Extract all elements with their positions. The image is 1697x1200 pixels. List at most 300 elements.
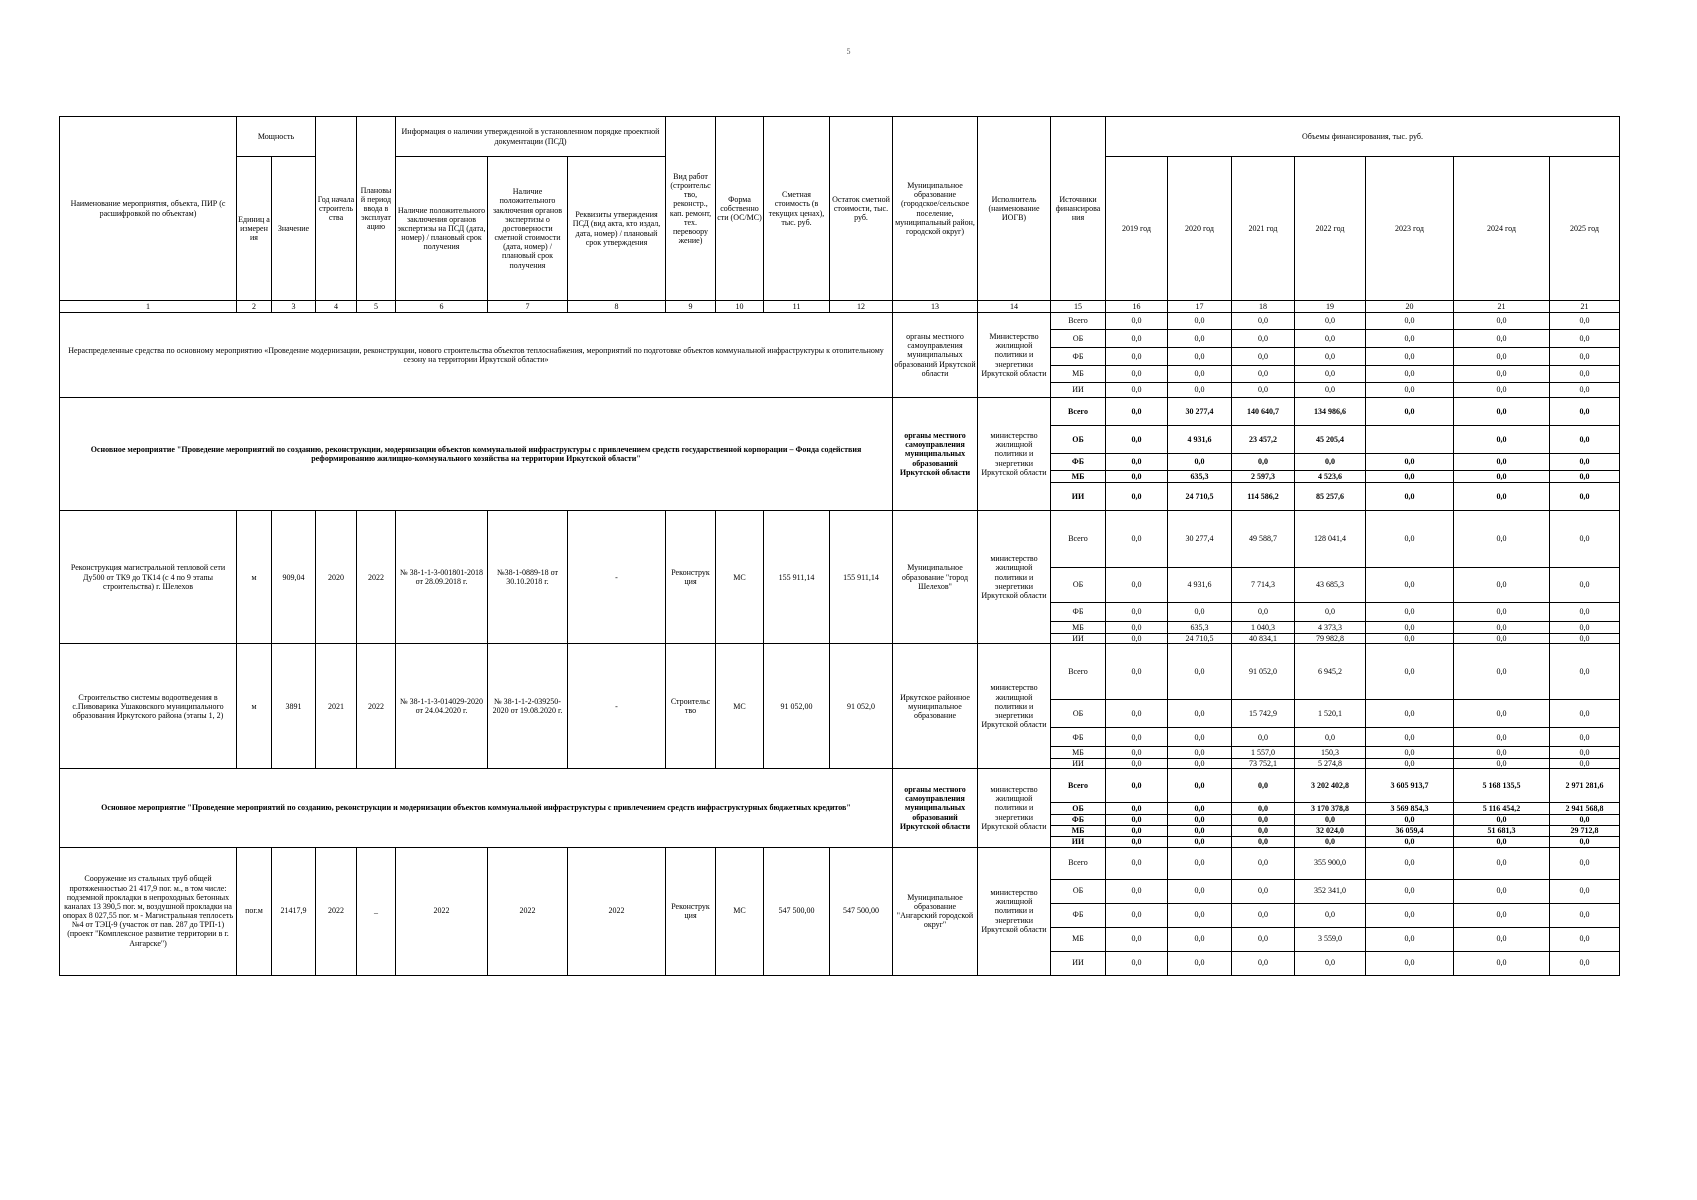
object-start-year: 2022	[316, 847, 357, 975]
funding-value: 4 373,3	[1295, 622, 1366, 634]
funding-value: 0,0	[1106, 769, 1168, 803]
object-psd-estimate: №38-1-0889-18 от 30.10.2018 г.	[488, 511, 568, 644]
funding-value: 0,0	[1366, 398, 1454, 426]
column-number-row	[60, 301, 1620, 313]
header-value: Значение	[272, 157, 316, 301]
funding-value: 2 597,3	[1232, 471, 1295, 483]
funding-value: 0,0	[1454, 634, 1550, 644]
data-row	[60, 398, 1620, 426]
funding-value: 0,0	[1366, 568, 1454, 603]
header-executor: Исполнитель (наименование ИОГВ)	[978, 117, 1051, 301]
funding-source: МБ	[1051, 622, 1106, 634]
funding-value: 0,0	[1366, 903, 1454, 927]
object-work-type: Реконструк ция	[666, 511, 716, 644]
funding-value: 128 041,4	[1295, 511, 1366, 568]
funding-value: 0,0	[1168, 825, 1232, 836]
funding-value: 0,0	[1550, 927, 1620, 951]
funding-value: 79 982,8	[1295, 634, 1366, 644]
funding-value: 0,0	[1168, 330, 1232, 348]
funding-value: 0,0	[1366, 511, 1454, 568]
funding-value: 3 202 402,8	[1295, 769, 1366, 803]
object-unit: м	[237, 511, 272, 644]
funding-value: 0,0	[1366, 366, 1454, 383]
funding-value: 355 900,0	[1295, 847, 1366, 879]
object-start-year: 2021	[316, 644, 357, 769]
object-value: 21417,9	[272, 847, 316, 975]
funding-source: ИИ	[1051, 483, 1106, 511]
funding-value: 0,0	[1454, 426, 1550, 454]
object-psd-approval: -	[568, 644, 666, 769]
funding-value: 0,0	[1295, 836, 1366, 847]
funding-value: 0,0	[1168, 927, 1232, 951]
funding-source: Всего	[1051, 769, 1106, 803]
funding-value: 0,0	[1295, 348, 1366, 366]
funding-value: 0,0	[1295, 454, 1366, 471]
funding-value: 7 714,3	[1232, 568, 1295, 603]
funding-value: 0,0	[1232, 603, 1295, 622]
object-start-year: 2020	[316, 511, 357, 644]
data-row	[60, 644, 1620, 700]
header-year: 2019 год	[1106, 157, 1168, 301]
funding-value: 0,0	[1168, 383, 1232, 398]
funding-value: 0,0	[1454, 454, 1550, 471]
funding-value: 0,0	[1295, 728, 1366, 747]
funding-value: 0,0	[1454, 471, 1550, 483]
column-number: 3	[272, 301, 316, 313]
funding-value: 0,0	[1232, 951, 1295, 975]
object-work-type: Строительс тво	[666, 644, 716, 769]
funding-source: ФБ	[1051, 603, 1106, 622]
header-name: Наименование мероприятия, объекта, ПИР (с расшифровкой по объектам)	[60, 117, 237, 301]
funding-value: 134 986,6	[1295, 398, 1366, 426]
funding-value: 0,0	[1366, 815, 1454, 825]
funding-source: ОБ	[1051, 700, 1106, 728]
column-number: 6	[396, 301, 488, 313]
funding-value: 0,0	[1168, 769, 1232, 803]
funding-value: 0,0	[1106, 825, 1168, 836]
funding-value: 0,0	[1106, 759, 1168, 769]
funding-value: 0,0	[1454, 836, 1550, 847]
column-number: 5	[357, 301, 396, 313]
funding-value: 51 681,3	[1454, 825, 1550, 836]
funding-value: 0,0	[1232, 348, 1295, 366]
object-planned-period: _	[357, 847, 396, 975]
object-psd-positive: № 38-1-1-3-014029-2020 от 24.04.2020 г.	[396, 644, 488, 769]
funding-value: 0,0	[1295, 603, 1366, 622]
funding-value: 5 168 135,5	[1454, 769, 1550, 803]
funding-value: 0,0	[1550, 747, 1620, 759]
funding-value: 140 640,7	[1232, 398, 1295, 426]
funding-value: 0,0	[1366, 927, 1454, 951]
funding-value: 0,0	[1550, 847, 1620, 879]
funding-value: 0,0	[1550, 330, 1620, 348]
data-row	[60, 847, 1620, 879]
header-row-1	[60, 117, 1620, 157]
header-year: 2020 год	[1168, 157, 1232, 301]
column-number: 7	[488, 301, 568, 313]
funding-value: 0,0	[1550, 951, 1620, 975]
object-psd-approval: 2022	[568, 847, 666, 975]
executor: министерство жилищной политики и энергетики Иркутской области	[978, 769, 1051, 847]
funding-value: 0,0	[1550, 728, 1620, 747]
object-remaining-cost: 91 052,0	[830, 644, 893, 769]
funding-value: 0,0	[1550, 348, 1620, 366]
funding-source: ФБ	[1051, 728, 1106, 747]
column-number: 4	[316, 301, 357, 313]
funding-value: 0,0	[1295, 951, 1366, 975]
funding-value: 0,0	[1232, 847, 1295, 879]
section-title: Основное мероприятие "Проведение мероприятий по созданию, реконструкции и модернизации объектов коммунальной инфраструктуры с привлечением средств инфраструктурных бюджетных кредитов"	[60, 769, 893, 847]
funding-source: ИИ	[1051, 383, 1106, 398]
funding-value: 4 931,6	[1168, 568, 1232, 603]
funding-value: 0,0	[1454, 644, 1550, 700]
funding-value: 0,0	[1366, 728, 1454, 747]
object-planned-period: 2022	[357, 511, 396, 644]
funding-value: 24 710,5	[1168, 483, 1232, 511]
object-psd-positive: 2022	[396, 847, 488, 975]
funding-source: МБ	[1051, 747, 1106, 759]
executor: министерство жилищной политики и энергетики Иркутской области	[978, 511, 1051, 644]
funding-value: 3 170 378,8	[1295, 803, 1366, 815]
funding-value: 0,0	[1454, 847, 1550, 879]
data-row	[60, 769, 1620, 803]
funding-value: 0,0	[1106, 622, 1168, 634]
header-psd-approval: Реквизиты утверждения ПСД (вид акта, кто издал, дата, номер) / плановый срок утверждения	[568, 157, 666, 301]
funding-value: 85 257,6	[1295, 483, 1366, 511]
object-work-type: Реконструк ция	[666, 847, 716, 975]
funding-value: 0,0	[1106, 568, 1168, 603]
funding-value: 0,0	[1168, 951, 1232, 975]
header-funding: Объемы финансирования, тыс. руб.	[1106, 117, 1620, 157]
column-number: 18	[1232, 301, 1295, 313]
column-number: 21	[1454, 301, 1550, 313]
object-value: 3891	[272, 644, 316, 769]
funding-value: 23 457,2	[1232, 426, 1295, 454]
municipality: Иркутское районное муниципальное образование	[893, 644, 978, 769]
funding-value: 15 742,9	[1232, 700, 1295, 728]
funding-value: 5 274,8	[1295, 759, 1366, 769]
funding-value: 0,0	[1366, 847, 1454, 879]
funding-value: 0,0	[1106, 836, 1168, 847]
column-number: 17	[1168, 301, 1232, 313]
funding-value: 0,0	[1550, 313, 1620, 330]
funding-value: 0,0	[1454, 951, 1550, 975]
object-ownership: МС	[716, 644, 764, 769]
object-estimate-cost: 155 911,14	[764, 511, 830, 644]
funding-value: 0,0	[1106, 603, 1168, 622]
funding-value: 0,0	[1550, 879, 1620, 903]
funding-source: ИИ	[1051, 759, 1106, 769]
funding-value: 635,3	[1168, 622, 1232, 634]
header-psd-positive: Наличие положительного заключения органов экспертизы на ПСД (дата, номер) / плановый срок получения	[396, 157, 488, 301]
funding-source: ФБ	[1051, 815, 1106, 825]
object-unit: пог.м	[237, 847, 272, 975]
funding-value: 0,0	[1106, 471, 1168, 483]
funding-value: 0,0	[1168, 759, 1232, 769]
section-title: Нераспределенные средства по основному мероприятию «Проведение модернизации, реконструкции, нового строительства объектов теплоснабжения, мероприятий по подготовке объектов коммунальной инфраструктуры к отопительному сезону на территории Иркутской области»	[60, 313, 893, 398]
funding-value: 0,0	[1454, 366, 1550, 383]
header-year: 2022 год	[1295, 157, 1366, 301]
object-remaining-cost: 547 500,00	[830, 847, 893, 975]
funding-value: 0,0	[1550, 383, 1620, 398]
column-number: 13	[893, 301, 978, 313]
funding-value: 0,0	[1232, 927, 1295, 951]
header-unit: Единиц а измерен ия	[237, 157, 272, 301]
header-ownership: Форма собственно сти (ОС/МС)	[716, 117, 764, 301]
object-ownership: МС	[716, 511, 764, 644]
column-number: 14	[978, 301, 1051, 313]
funding-value: 0,0	[1168, 879, 1232, 903]
funding-value: 0,0	[1366, 759, 1454, 769]
funding-value: 5 116 454,2	[1454, 803, 1550, 815]
object-remaining-cost: 155 911,14	[830, 511, 893, 644]
funding-value: 0,0	[1106, 313, 1168, 330]
funding-value: 0,0	[1454, 759, 1550, 769]
funding-value: 36 059,4	[1366, 825, 1454, 836]
funding-value: 1 557,0	[1232, 747, 1295, 759]
column-number: 11	[764, 301, 830, 313]
funding-value: 0,0	[1550, 759, 1620, 769]
funding-value: 0,0	[1366, 879, 1454, 903]
funding-value: 29 712,8	[1550, 825, 1620, 836]
municipality: Муниципальное образование "город Шелехов"	[893, 511, 978, 644]
funding-value: 0,0	[1550, 836, 1620, 847]
funding-value: 0,0	[1366, 383, 1454, 398]
funding-value: 0,0	[1295, 366, 1366, 383]
funding-value: 0,0	[1550, 471, 1620, 483]
object-ownership: МС	[716, 847, 764, 975]
funding-value: 0,0	[1106, 511, 1168, 568]
funding-value: 0,0	[1366, 747, 1454, 759]
funding-value: 0,0	[1168, 366, 1232, 383]
funding-value: 2 941 568,8	[1550, 803, 1620, 815]
funding-value: 30 277,4	[1168, 398, 1232, 426]
funding-source: МБ	[1051, 471, 1106, 483]
object-psd-estimate: 2022	[488, 847, 568, 975]
funding-value: 0,0	[1168, 836, 1232, 847]
column-number: 2	[237, 301, 272, 313]
funding-value: 0,0	[1168, 847, 1232, 879]
funding-value: 0,0	[1232, 330, 1295, 348]
funding-value: 0,0	[1366, 313, 1454, 330]
funding-value: 32 024,0	[1295, 825, 1366, 836]
funding-value: 0,0	[1295, 383, 1366, 398]
funding-value: 0,0	[1366, 644, 1454, 700]
column-number: 9	[666, 301, 716, 313]
funding-value: 0,0	[1106, 426, 1168, 454]
column-number: 15	[1051, 301, 1106, 313]
funding-source: ИИ	[1051, 634, 1106, 644]
funding-value: 0,0	[1550, 568, 1620, 603]
funding-value: 0,0	[1168, 348, 1232, 366]
funding-value: 0,0	[1168, 903, 1232, 927]
funding-value: 0,0	[1106, 700, 1168, 728]
funding-value: 24 710,5	[1168, 634, 1232, 644]
funding-value: 0,0	[1106, 951, 1168, 975]
header-psd-info: Информация о наличии утвержденной в установленном порядке проектной документации (ПСД)	[396, 117, 666, 157]
funding-value: 0,0	[1168, 728, 1232, 747]
funding-value: 0,0	[1232, 903, 1295, 927]
column-number: 19	[1295, 301, 1366, 313]
object-name: Строительство системы водоотведения в с.Пивоварика Ушаковского муниципального образования Иркутского района (этапы 1, 2)	[60, 644, 237, 769]
column-number: 12	[830, 301, 893, 313]
funding-value: 0,0	[1295, 815, 1366, 825]
funding-value: 0,0	[1168, 747, 1232, 759]
funding-value: 0,0	[1366, 483, 1454, 511]
header-psd-estimate: Наличие положительного заключения органов экспертизы о достоверности сметной стоимости (дата, номер) / плановый срок получения	[488, 157, 568, 301]
funding-source: ФБ	[1051, 454, 1106, 471]
funding-value: 0,0	[1106, 815, 1168, 825]
funding-value: 45 205,4	[1295, 426, 1366, 454]
funding-source: Всего	[1051, 398, 1106, 426]
funding-source: ФБ	[1051, 903, 1106, 927]
funding-value: 0,0	[1550, 700, 1620, 728]
funding-value: 0,0	[1454, 383, 1550, 398]
funding-value: 0,0	[1232, 454, 1295, 471]
funding-source: ОБ	[1051, 568, 1106, 603]
funding-source: ИИ	[1051, 836, 1106, 847]
funding-value: 0,0	[1550, 426, 1620, 454]
executor: министерство жилищной политики и энергетики Иркутской области	[978, 847, 1051, 975]
header-year: 2023 год	[1366, 157, 1454, 301]
funding-value: 6 945,2	[1295, 644, 1366, 700]
funding-value: 40 834,1	[1232, 634, 1295, 644]
funding-value: 0,0	[1232, 313, 1295, 330]
funding-source: ОБ	[1051, 330, 1106, 348]
funding-value: 0,0	[1106, 879, 1168, 903]
funding-source: ОБ	[1051, 803, 1106, 815]
funding-value: 0,0	[1550, 511, 1620, 568]
funding-value: 0,0	[1550, 483, 1620, 511]
column-number: 1	[60, 301, 237, 313]
funding-value: 0,0	[1454, 313, 1550, 330]
object-planned-period: 2022	[357, 644, 396, 769]
funding-value: 0,0	[1454, 330, 1550, 348]
funding-value: 0,0	[1454, 603, 1550, 622]
municipality: органы местного самоуправления муниципальных образований Иркутской области	[893, 769, 978, 847]
funding-value: 0,0	[1106, 728, 1168, 747]
funding-value: 0,0	[1106, 644, 1168, 700]
funding-value: 0,0	[1454, 348, 1550, 366]
object-psd-positive: № 38-1-1-3-001801-2018 от 28.09.2018 г.	[396, 511, 488, 644]
executor: министерство жилищной политики и энергетики Иркутской области	[978, 644, 1051, 769]
funding-value: 0,0	[1454, 511, 1550, 568]
funding-value: 0,0	[1454, 622, 1550, 634]
object-value: 909,04	[272, 511, 316, 644]
page-number: 5	[846, 47, 851, 56]
column-number: 10	[716, 301, 764, 313]
column-number: 8	[568, 301, 666, 313]
funding-value: 0,0	[1232, 803, 1295, 815]
object-unit: м	[237, 644, 272, 769]
funding-value: 0,0	[1295, 903, 1366, 927]
funding-value: 91 052,0	[1232, 644, 1295, 700]
funding-value: 0,0	[1454, 879, 1550, 903]
funding-value: 73 752,1	[1232, 759, 1295, 769]
funding-value: 0,0	[1454, 927, 1550, 951]
object-name: Сооружение из стальных труб общей протяженностью 21 417,9 пог. м., в том числе: подземной прокладки в непроходных бетонных каналах 13 390,5 пог. м, воздушной прокладки на опорах 8 027,55 пог. м - Магистральная теплосеть №4 от ТЭЦ-9 (участок от пав. 287 до ТРП-1) (проект "Комплексное развитие территории в г. Ангарске")	[60, 847, 237, 975]
municipality: органы местного самоуправления муниципальных образований Иркутской области	[893, 313, 978, 398]
object-name: Реконструкция магистральной тепловой сети Ду500 от ТК9 до ТК14 (с 4 по 9 этапы строительства) г. Шелехов	[60, 511, 237, 644]
funding-value: 0,0	[1232, 836, 1295, 847]
column-number: 16	[1106, 301, 1168, 313]
funding-value: 0,0	[1106, 454, 1168, 471]
header-estimate-cost: Сметная стоимость (в текущих ценах), тыс. руб.	[764, 117, 830, 301]
funding-value: 4 523,6	[1295, 471, 1366, 483]
section-title: Основное мероприятие "Проведение мероприятий по созданию, реконструкции, модернизации объектов коммунальной инфраструктуры с привлечением средств государственной корпорации – Фонда содействия реформированию жилищно-коммунального хозяйства на территории Иркутской области"	[60, 398, 893, 511]
funding-value: 0,0	[1106, 803, 1168, 815]
funding-value: 0,0	[1106, 903, 1168, 927]
funding-value: 352 341,0	[1295, 879, 1366, 903]
funding-value: 114 586,2	[1232, 483, 1295, 511]
funding-value: 0,0	[1550, 903, 1620, 927]
funding-value: 1 040,3	[1232, 622, 1295, 634]
funding-source: МБ	[1051, 825, 1106, 836]
funding-value: 0,0	[1550, 454, 1620, 471]
funding-source: Всего	[1051, 847, 1106, 879]
funding-value: 0,0	[1550, 644, 1620, 700]
funding-value: 0,0	[1168, 815, 1232, 825]
funding-value: 0,0	[1366, 330, 1454, 348]
funding-value: 0,0	[1454, 903, 1550, 927]
funding-value: 0,0	[1106, 383, 1168, 398]
funding-value: 0,0	[1454, 747, 1550, 759]
data-row	[60, 511, 1620, 568]
funding-value: 0,0	[1232, 879, 1295, 903]
header-sources: Источники финансирова ния	[1051, 117, 1106, 301]
object-psd-approval: -	[568, 511, 666, 644]
funding-value: 0,0	[1106, 927, 1168, 951]
funding-value: 0,0	[1366, 622, 1454, 634]
funding-value: 3 569 854,3	[1366, 803, 1454, 815]
funding-value: 0,0	[1232, 366, 1295, 383]
funding-value: 0,0	[1454, 728, 1550, 747]
funding-source: Всего	[1051, 313, 1106, 330]
funding-source: ИИ	[1051, 951, 1106, 975]
funding-value: 3 559,0	[1295, 927, 1366, 951]
header-municipality: Муниципальное образование (городское/сельское поселение, муниципальный район, городской округ)	[893, 117, 978, 301]
header-year: 2024 год	[1454, 157, 1550, 301]
funding-value: 0,0	[1550, 603, 1620, 622]
funding-source: МБ	[1051, 366, 1106, 383]
funding-value: 0,0	[1106, 747, 1168, 759]
funding-value: 0,0	[1366, 951, 1454, 975]
header-start-year: Год начала строитель ства	[316, 117, 357, 301]
executor: Министерство жилищной политики и энергетики Иркутской области	[978, 313, 1051, 398]
funding-value: 0,0	[1550, 815, 1620, 825]
header-remaining-cost: Остаток сметной стоимости, тыс. руб.	[830, 117, 893, 301]
funding-value: 0,0	[1366, 348, 1454, 366]
funding-value: 0,0	[1366, 454, 1454, 471]
funding-value: 0,0	[1454, 483, 1550, 511]
funding-value: 0,0	[1295, 330, 1366, 348]
object-psd-estimate: № 38-1-1-2-039250-2020 от 19.08.2020 г.	[488, 644, 568, 769]
funding-value: 0,0	[1366, 836, 1454, 847]
funding-source: МБ	[1051, 927, 1106, 951]
funding-value: 0,0	[1295, 313, 1366, 330]
funding-value: 0,0	[1454, 398, 1550, 426]
funding-value: 30 277,4	[1168, 511, 1232, 568]
funding-value: 0,0	[1232, 815, 1295, 825]
municipality: органы местного самоуправления муниципальных образований Иркутской области	[893, 398, 978, 511]
funding-value: 0,0	[1454, 700, 1550, 728]
funding-value: 0,0	[1454, 815, 1550, 825]
funding-source: ОБ	[1051, 879, 1106, 903]
funding-value: 0,0	[1106, 348, 1168, 366]
funding-value: 0,0	[1106, 483, 1168, 511]
funding-value: 0,0	[1106, 847, 1168, 879]
funding-value: 0,0	[1550, 634, 1620, 644]
